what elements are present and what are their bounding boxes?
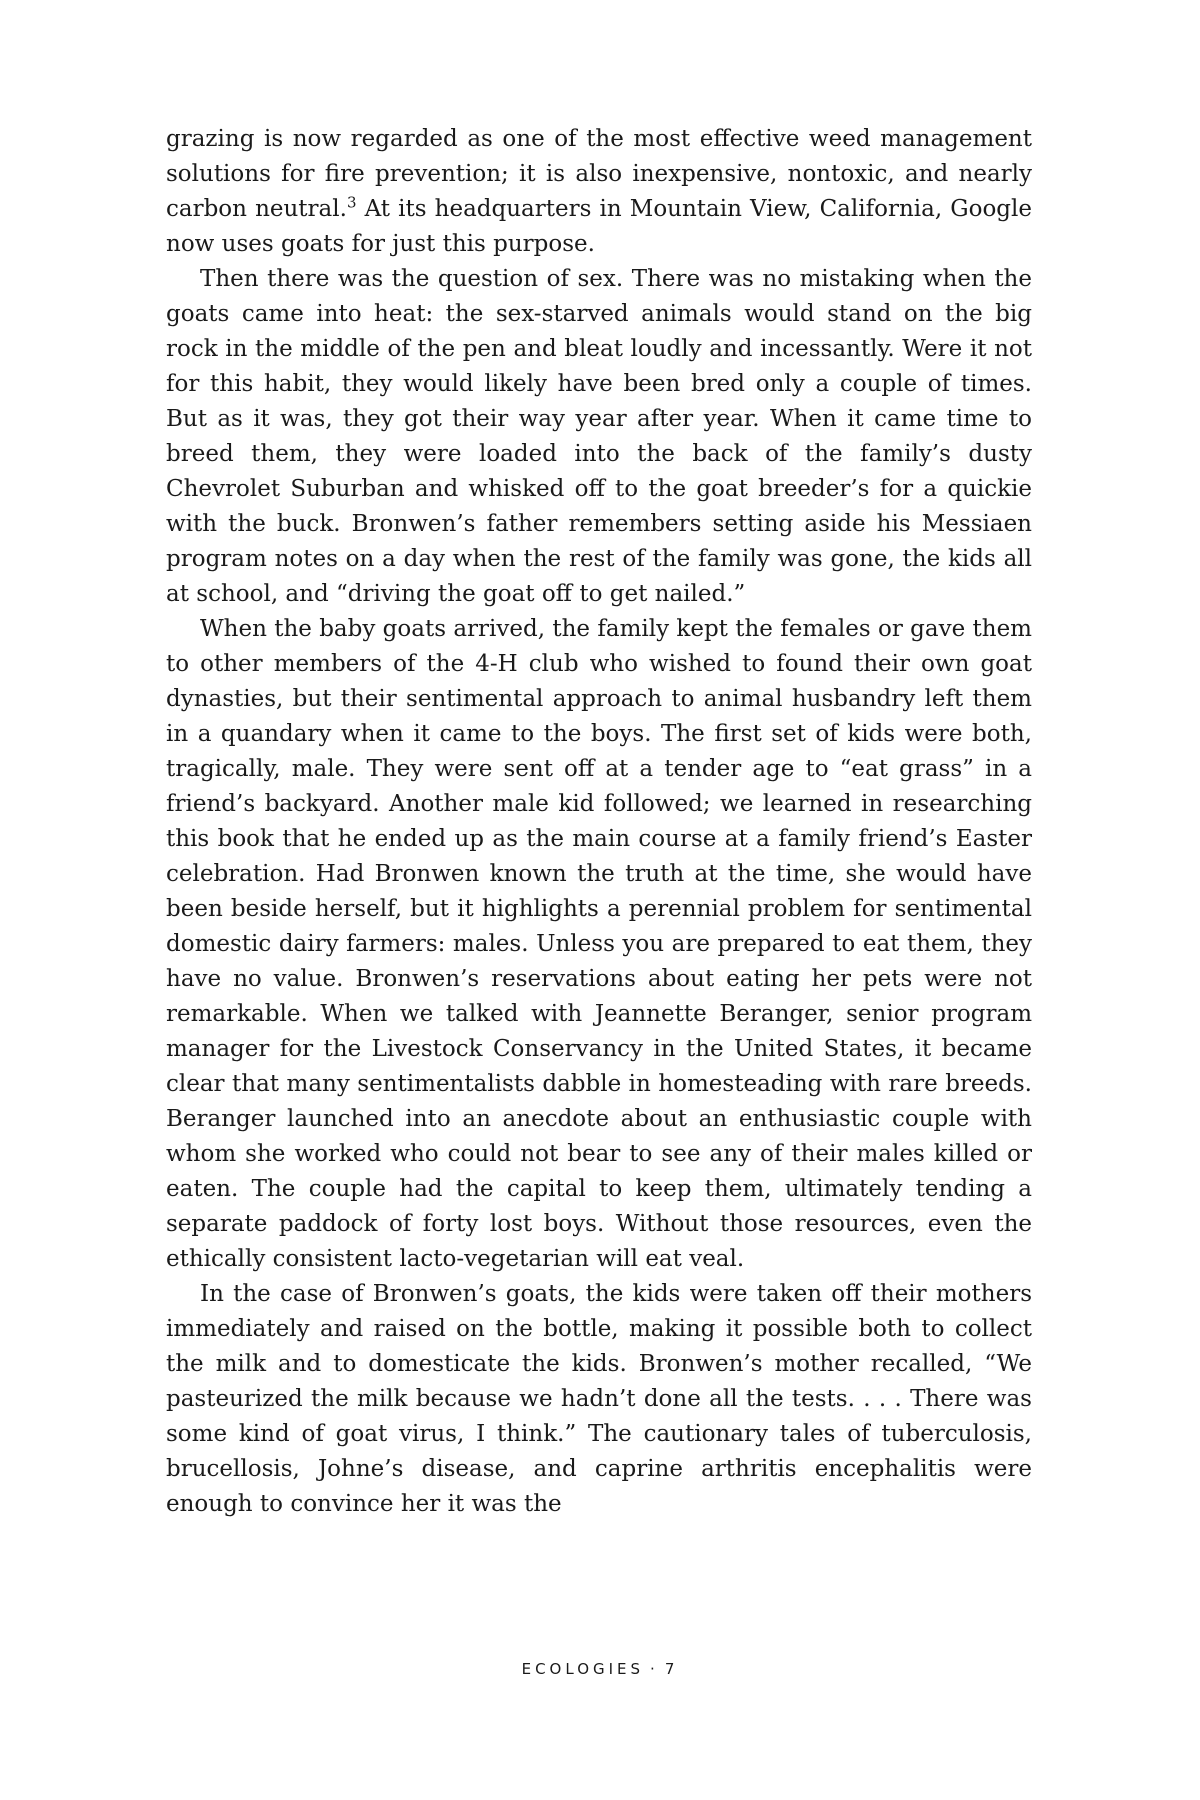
section-title: ECOLOGIES [521,1660,645,1678]
paragraph-text: At its headquarters in Mountain View, California, Google now uses goats for just this purpose. [166,196,1032,257]
paragraph-3: When the baby goats arrived, the family kept the females or gave them to other members of the 4-H club who wished to found their own goat dynasties, but their sentimental approach to animal husbandry left them in a quandary when it came to the boys. The first set of kids were both, tragically, male. They were sent off at a tender age to “eat grass” in a friend’s backyard. Another male kid followed; we learned in researching this book that he ended up as the main course at a family friend’s Easter celebration. Had Bronwen known the truth at the time, she would have been beside herself, but it highlights a perennial problem for sentimental domestic dairy farmers: males. Unless you are prepared to eat them, they have no value. Bronwen’s reservations about eating her pets were not remarkable. When we talked with Jeannette Beranger, senior program manager for the Livestock Conservancy in the United States, it became clear that many sentimentalists dabble in homesteading with rare breeds. Beranger launched into an anecdote about an enthusiastic couple with whom she worked who could not bear to see any of their males killed or eaten. The couple had the capital to keep them, ultimately tending a separate paddock of forty lost boys. Without those resources, even the ethically consistent lacto-vegetarian will eat veal. [166,616,1032,1272]
footnote-marker[interactable]: 3 [346,193,357,212]
paragraph-4: In the case of Bronwen’s goats, the kids were taken off their mothers immediately and raised on the bottle, making it possible both to collect the milk and to domesticate the kids. Bronwen’s mother recalled, “We pasteurized the milk because we hadn’t done all the tests. . . . There was some kind of goat virus, I think.” The cautionary tales of tuberculosis, brucellosis, Johne’s disease, and caprine arthritis encephalitis were enough to convince her it was the [166,1281,1032,1517]
running-footer [0,1660,1200,1678]
footer-separator: · [650,1660,659,1678]
paragraph-2: Then there was the question of sex. There was no mistaking when the goats came into heat: the sex-starved animals would stand on the big rock in the middle of the pen and bleat loudly and incessantly. Were it not for this habit, they would likely have been bred only a couple of times. But as it was, they got their way year after year. When it came time to breed them, they were loaded into the back of the family’s dusty Chevrolet Suburban and whisked off to the goat breeder’s for a quickie with the buck. Bronwen’s father remembers setting aside his Messiaen program notes on a day when the rest of the family was gone, the kids all at school, and “driving the goat off to get nailed.” [166,266,1032,607]
page-number: 7 [664,1660,679,1678]
body-text [166,122,1032,1522]
paragraph-text: grazing is now regarded as one of the most effective weed management solutions for fire prevention; it is also inexpensive, nontoxic, and nearly carbon neutral. [166,126,1032,222]
paragraph-1 [166,122,1032,262]
